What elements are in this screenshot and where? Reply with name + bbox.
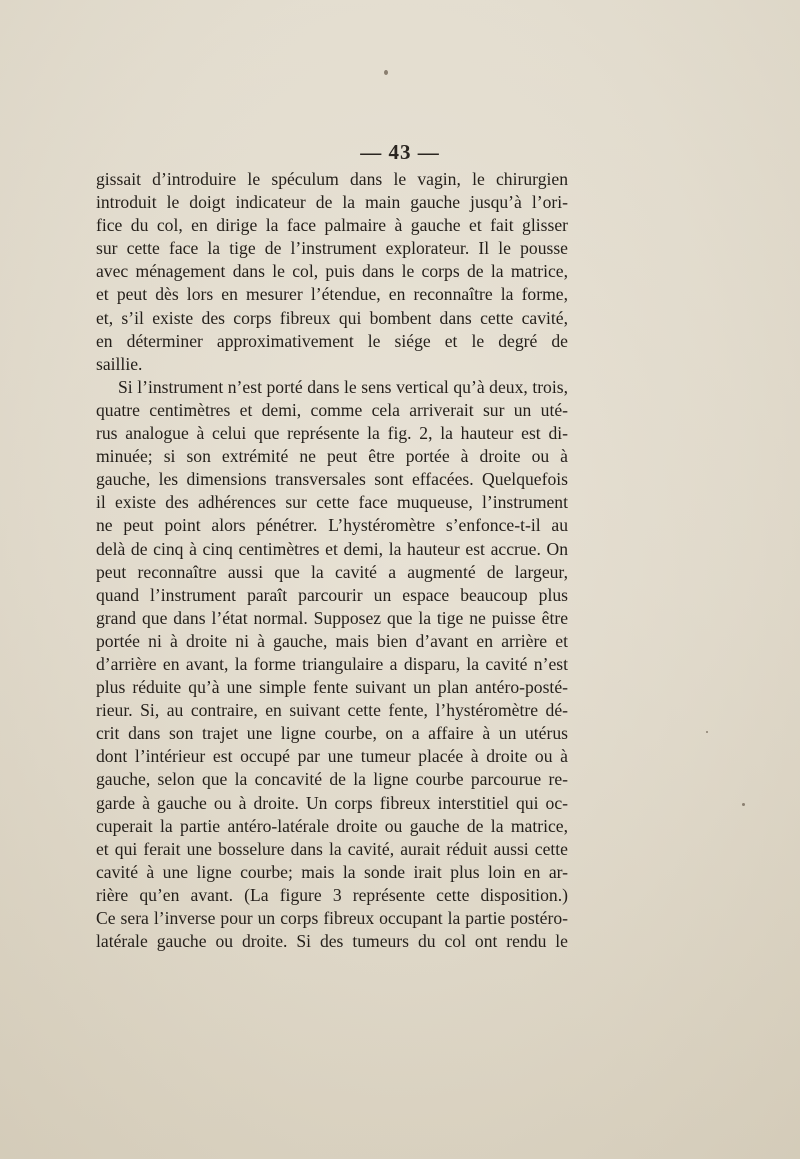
text-line: cavité à une ligne courbe; mais la sonde irait plus loin en ar-	[96, 861, 568, 882]
text-line: dont l’intérieur est occupé par une tumeur placée à droite ou à	[96, 746, 568, 767]
text-line: ne peut point alors pénétrer. L’hystéromètre s’enfonce-t-il au	[96, 515, 568, 536]
text-line: saillie.	[96, 353, 143, 374]
text-line: minuée; si son extrémité ne peut être portée à droite ou à	[96, 446, 568, 467]
text-line: rieur. Si, au contraire, en suivant cette fente, l’hystéromètre dé-	[96, 700, 568, 721]
text-line: et qui ferait une bosselure dans la cavité, aurait réduit aussi cette	[96, 838, 568, 859]
text-line: cuperait la partie antéro-latérale droite ou gauche de la matrice,	[96, 815, 568, 836]
paper-speck	[384, 70, 388, 75]
text-line: et peut dès lors en mesurer l’étendue, en reconnaître la forme,	[96, 284, 568, 305]
text-line: grand que dans l’état normal. Supposez que la tige ne puisse être	[96, 607, 568, 628]
page-number: — 43 —	[360, 140, 440, 164]
text-line: introduit le doigt indicateur de la main gauche jusqu’à l’ori-	[96, 192, 568, 213]
text-line: rière qu’en avant. (La figure 3 représente cette disposition.)	[96, 884, 568, 905]
text-line: crit dans son trajet une ligne courbe, on a affaire à un utérus	[96, 723, 568, 744]
text-line: en déterminer approximativement le siége et le degré de	[96, 330, 568, 351]
text-line: rus analogue à celui que représente la fig. 2, la hauteur est di-	[96, 423, 568, 444]
text-line: gauche, les dimensions transversales sont effacées. Quelquefois	[96, 469, 568, 490]
text-line: fice du col, en dirige la face palmaire à gauche et fait glisser	[96, 215, 568, 236]
text-line: portée ni à droite ni à gauche, mais bien d’avant en arrière et	[96, 630, 568, 651]
body-text	[96, 168, 568, 953]
text-line: avec ménagement dans le col, puis dans le corps de la matrice,	[96, 261, 568, 282]
text-line: gauche, selon que la concavité de la ligne courbe parcourue re-	[96, 769, 568, 790]
paper-speck	[742, 803, 745, 806]
text-line: Ce sera l’inverse pour un corps fibreux occupant la partie postéro-	[96, 908, 568, 928]
text-line: peut reconnaître aussi que la cavité a augmenté de largeur,	[96, 561, 568, 582]
text-line: et, s’il existe des corps fibreux qui bombent dans cette cavité,	[96, 307, 568, 328]
text-line: delà de cinq à cinq centimètres et demi, la hauteur est accrue. On	[96, 538, 568, 559]
text-line: garde à gauche ou à droite. Un corps fibreux interstitiel qui oc-	[96, 792, 568, 813]
text-line: gissait d’introduire le spéculum dans le vagin, le chirurgien	[96, 169, 568, 189]
text-line: quatre centimètres et demi, comme cela arriverait sur un uté-	[96, 399, 568, 420]
text-line: latérale gauche ou droite. Si des tumeurs du col ont rendu le	[96, 931, 568, 952]
text-line: d’arrière en avant, la forme triangulaire a disparu, la cavité n’est	[96, 653, 568, 674]
text-line: il existe des adhérences sur cette face muqueuse, l’instrument	[96, 492, 568, 513]
text-line: quand l’instrument paraît parcourir un espace beaucoup plus	[96, 584, 568, 605]
text-line: plus réduite qu’à une simple fente suivant un plan antéro-posté-	[96, 677, 568, 698]
paper-speck	[706, 731, 708, 733]
text-line: sur cette face la tige de l’instrument explorateur. Il le pousse	[96, 238, 568, 259]
text-line: Si l’instrument n’est porté dans le sens vertical qu’à deux, trois,	[118, 376, 568, 397]
